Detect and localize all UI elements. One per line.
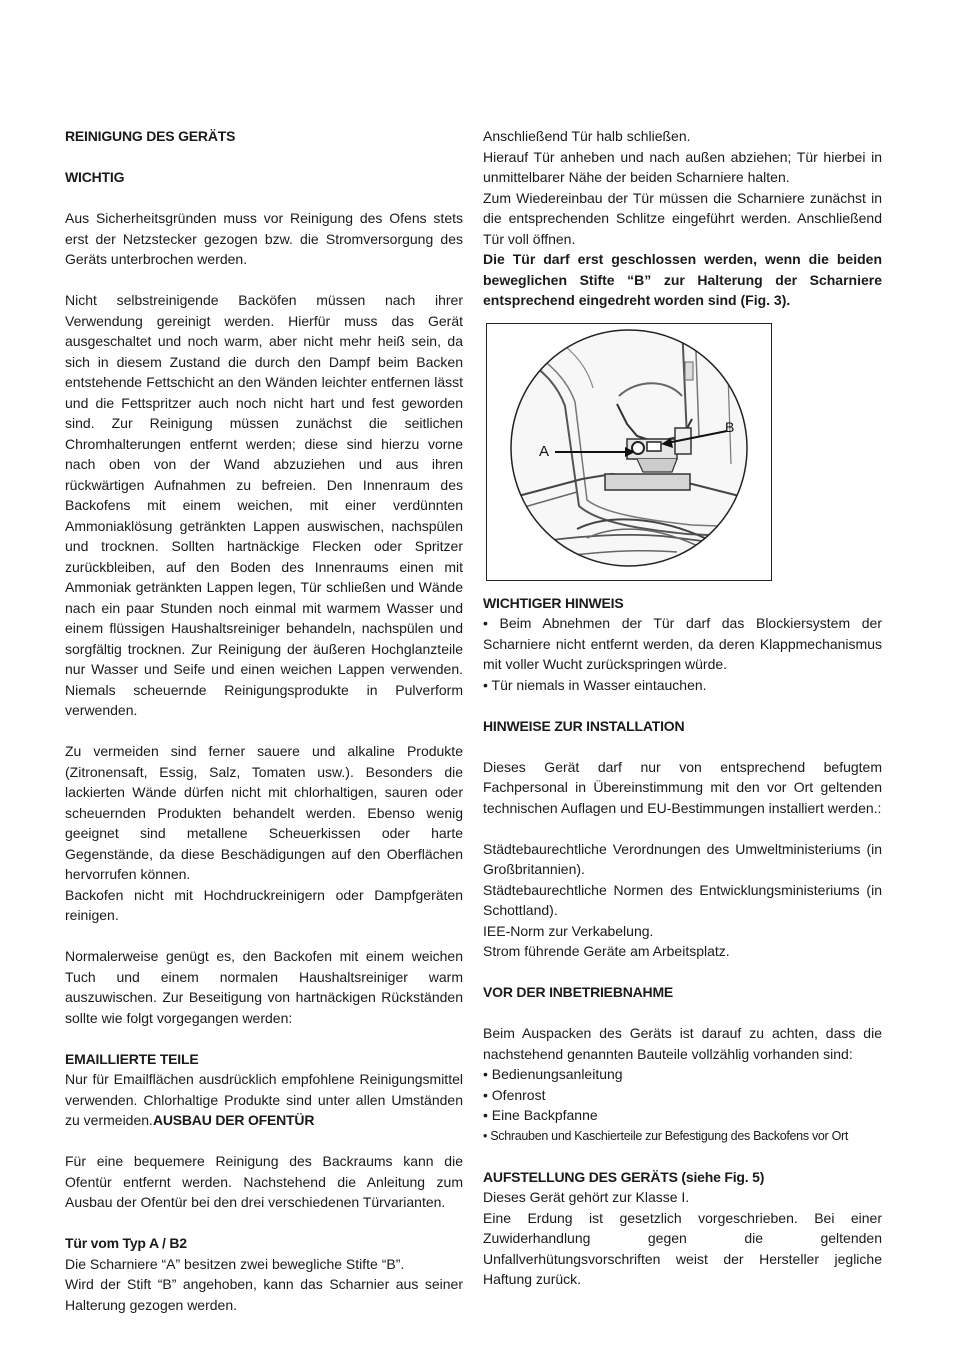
hinge-figure: [486, 323, 772, 581]
heading-wichtiger-hinweis: WICHTIGER HINWEIS: [483, 594, 624, 611]
paragraph-strom: Strom führende Geräte am Arbeitsplatz.: [483, 943, 730, 959]
heading-tuer-typ: Tür vom Typ A / B2: [65, 1235, 187, 1251]
right-column: [483, 126, 882, 1290]
email-text: Nur für Emailflächen ausdrücklich empfohlene Reinigungsmittel verwenden. Chlorhaltige Produkte sind unter allen Umständen zu vermeiden.: [65, 1071, 463, 1128]
heading-aufstellung: AUFSTELLUNG DES GERÄTS (siehe Fig. 5): [483, 1168, 765, 1185]
paragraph-hochdruck: Backofen nicht mit Hochdruckreinigern oder Dampfgeräten reinigen.: [65, 886, 463, 923]
paragraph-sicherheit: Aus Sicherheitsgründen muss vor Reinigung des Ofens stets erst der Netzstecker gezogen bzw. die Stromversorgung des Geräts unterbrochen werden.: [65, 210, 463, 267]
paragraph-stift: Wird der Stift “B” angehoben, kann das Scharnier aus seiner Halterung gezogen werden.: [65, 1276, 463, 1313]
list-item: • Schrauben und Kaschierteile zur Befestigung des Backofens vor Ort: [483, 1128, 849, 1143]
hinge-illustration: [487, 324, 771, 580]
heading-reinigung: REINIGUNG DES GERÄTS: [65, 128, 236, 144]
oven-interior-view: [487, 324, 771, 580]
paragraph-nicht-selbstreinigend: Nicht selbstreinigende Backöfen müssen nach ihrer Verwendung gereinigt werden. Hierfür muss das Gerät ausgeschaltet und noch warm, aber nicht mehr heiß sein, da sich in diesem Zustand die durch den Dampf beim Backen entstehende Fettschicht an den Wänden leichter entfernen lässt und die Fettspritzer auch noch nicht hart und fest geworden sind. Zur Reinigung müssen zunächst die seitlichen Chromhalterungen entfernt werden; diese sind hierzu vorne nach oben von der Wand abzuziehen und aus ihren rückwärtigen Aufnahmen zu befreien. Den Innenraum des Backofens mit einem weichen, mit einer verdünnten Ammoniaklösung getränkten Lappen auswischen, nachspülen und trocknen. Sollten hartnäckige Flecken oder Spritzer zurückbleiben, auf den Boden des Innenraums einen mit Ammoniak getränkten Lappen legen, Tür schließen und Wände nach ein paar Stunden noch einmal mit warmem Wasser und einem flüssigen Haushaltsreiniger behandeln, nachspülen und sorgfältig trocknen. Zur Reinigung der äußeren Hochglanzteile nur Wasser und Seife und einen weichen Lappen verwenden. Niemals scheuernde Reinigungsprodukte in Pulverform verwenden.: [65, 292, 463, 718]
paragraph-wiedereinbau: Zum Wiedereinbau der Tür müssen die Scharniere zunächst in die entsprechenden Schlitze eingeführt werden. Anschließend Tür voll öffnen.: [483, 189, 882, 247]
heading-ausbau-ofentuer: AUSBAU DER OFENTÜR: [152, 1112, 315, 1128]
paragraph-warnung: Die Tür darf erst geschlossen werden, wenn die beiden beweglichen Stifte “B” zur Halterung der Scharniere entsprechend eingedreht worden sind (Fig. 3).: [483, 251, 882, 308]
paragraph-bequemere-reinigung: Für eine bequemere Reinigung des Backraums kann die Ofentür entfernt werden. Nachstehend die Anleitung zum Ausbau der Ofentür bei den drei verschiedenen Türvarianten.: [65, 1153, 463, 1210]
label-b: B: [725, 418, 735, 435]
paragraph-auspacken: Beim Auspacken des Geräts ist darauf zu achten, dass die nachstehend genannten Bauteile vollzählig vorhanden sind:: [483, 1025, 882, 1062]
parts-list: [483, 1064, 882, 1146]
paragraph-wasser: • Tür niemals in Wasser eintauchen.: [483, 676, 707, 693]
list-item: • Eine Backpfanne: [483, 1107, 598, 1123]
paragraph-staedte-1: Städtebaurechtliche Verordnungen des Umweltministeriums (in Großbritannien).: [483, 840, 882, 877]
label-a: A: [539, 442, 550, 460]
heading-wichtig: WICHTIG: [65, 169, 125, 185]
paragraph-scharniere: Die Scharniere “A” besitzen zwei bewegliche Stifte “B”.: [65, 1255, 405, 1272]
paragraph-staedte-2: Städtebaurechtliche Normen des Entwicklungsministeriums (in Schottland).: [483, 881, 882, 918]
paragraph-hierauf: Hierauf Tür anheben und nach außen abziehen; Tür hierbei in unmittelbarer Nähe der beiden Scharniere halten.: [483, 148, 882, 185]
paragraph-iee: IEE-Norm zur Verkabelung.: [483, 922, 654, 939]
paragraph-klasse: Dieses Gerät gehört zur Klasse I.: [483, 1189, 690, 1205]
list-item: • Bedienungsanleitung: [483, 1066, 623, 1082]
paragraph-normalerweise: Normalerweise genügt es, den Backofen mit einem weichen Tuch und einem normalen Haushaltsreiniger warm auszuwischen. Zur Beseitigung von hartnäckigen Rückständen sollte wie folgt vorgegangen werden:: [65, 948, 463, 1026]
paragraph-fachpersonal: Dieses Gerät darf nur von entsprechend befugtem Fachpersonal in Übereinstimmung mit den vor Ort geltenden technischen Auflagen und EU-Bestimmungen installiert werden.:: [483, 758, 882, 816]
heading-installation: HINWEISE ZUR INSTALLATION: [483, 717, 685, 734]
heading-emaillierte-teile: EMAILLIERTE TEILE: [65, 1050, 199, 1067]
paragraph-blockiersystem: • Beim Abnehmen der Tür darf das Blockiersystem der Scharniere nicht entfernt werden, da deren Klappmechanismus mit voller Wucht zurückspringen würde.: [483, 615, 882, 672]
list-item: • Ofenrost: [483, 1086, 546, 1103]
paragraph-anschliessend: Anschließend Tür halb schließen.: [483, 128, 691, 144]
paragraph-email: [65, 1069, 463, 1131]
paragraph-erdung: Eine Erdung ist gesetzlich vorgeschrieben. Bei einer Zuwiderhandlung gegen die geltenden Unfallverhütungsvorschriften weist der Hersteller jegliche Haftung zurück.: [483, 1209, 882, 1287]
heading-inbetriebnahme: VOR DER INBETRIEBNAHME: [483, 984, 674, 1000]
paragraph-vermeiden: Zu vermeiden sind ferner sauere und alkaline Produkte (Zitronensaft, Essig, Salz, Tomaten usw.). Besonders die lackierten Wände dürfen nicht mit chlorhaltigen, sauren oder scheuernden Produkten behandelt werden. Ebenso wenig geeignet sind metallene Scheuerkissen oder harte Gegenstände, da diese Beschädigungen auf den Oberflächen hervorrufen können.: [65, 743, 463, 882]
left-column: [65, 126, 463, 1315]
